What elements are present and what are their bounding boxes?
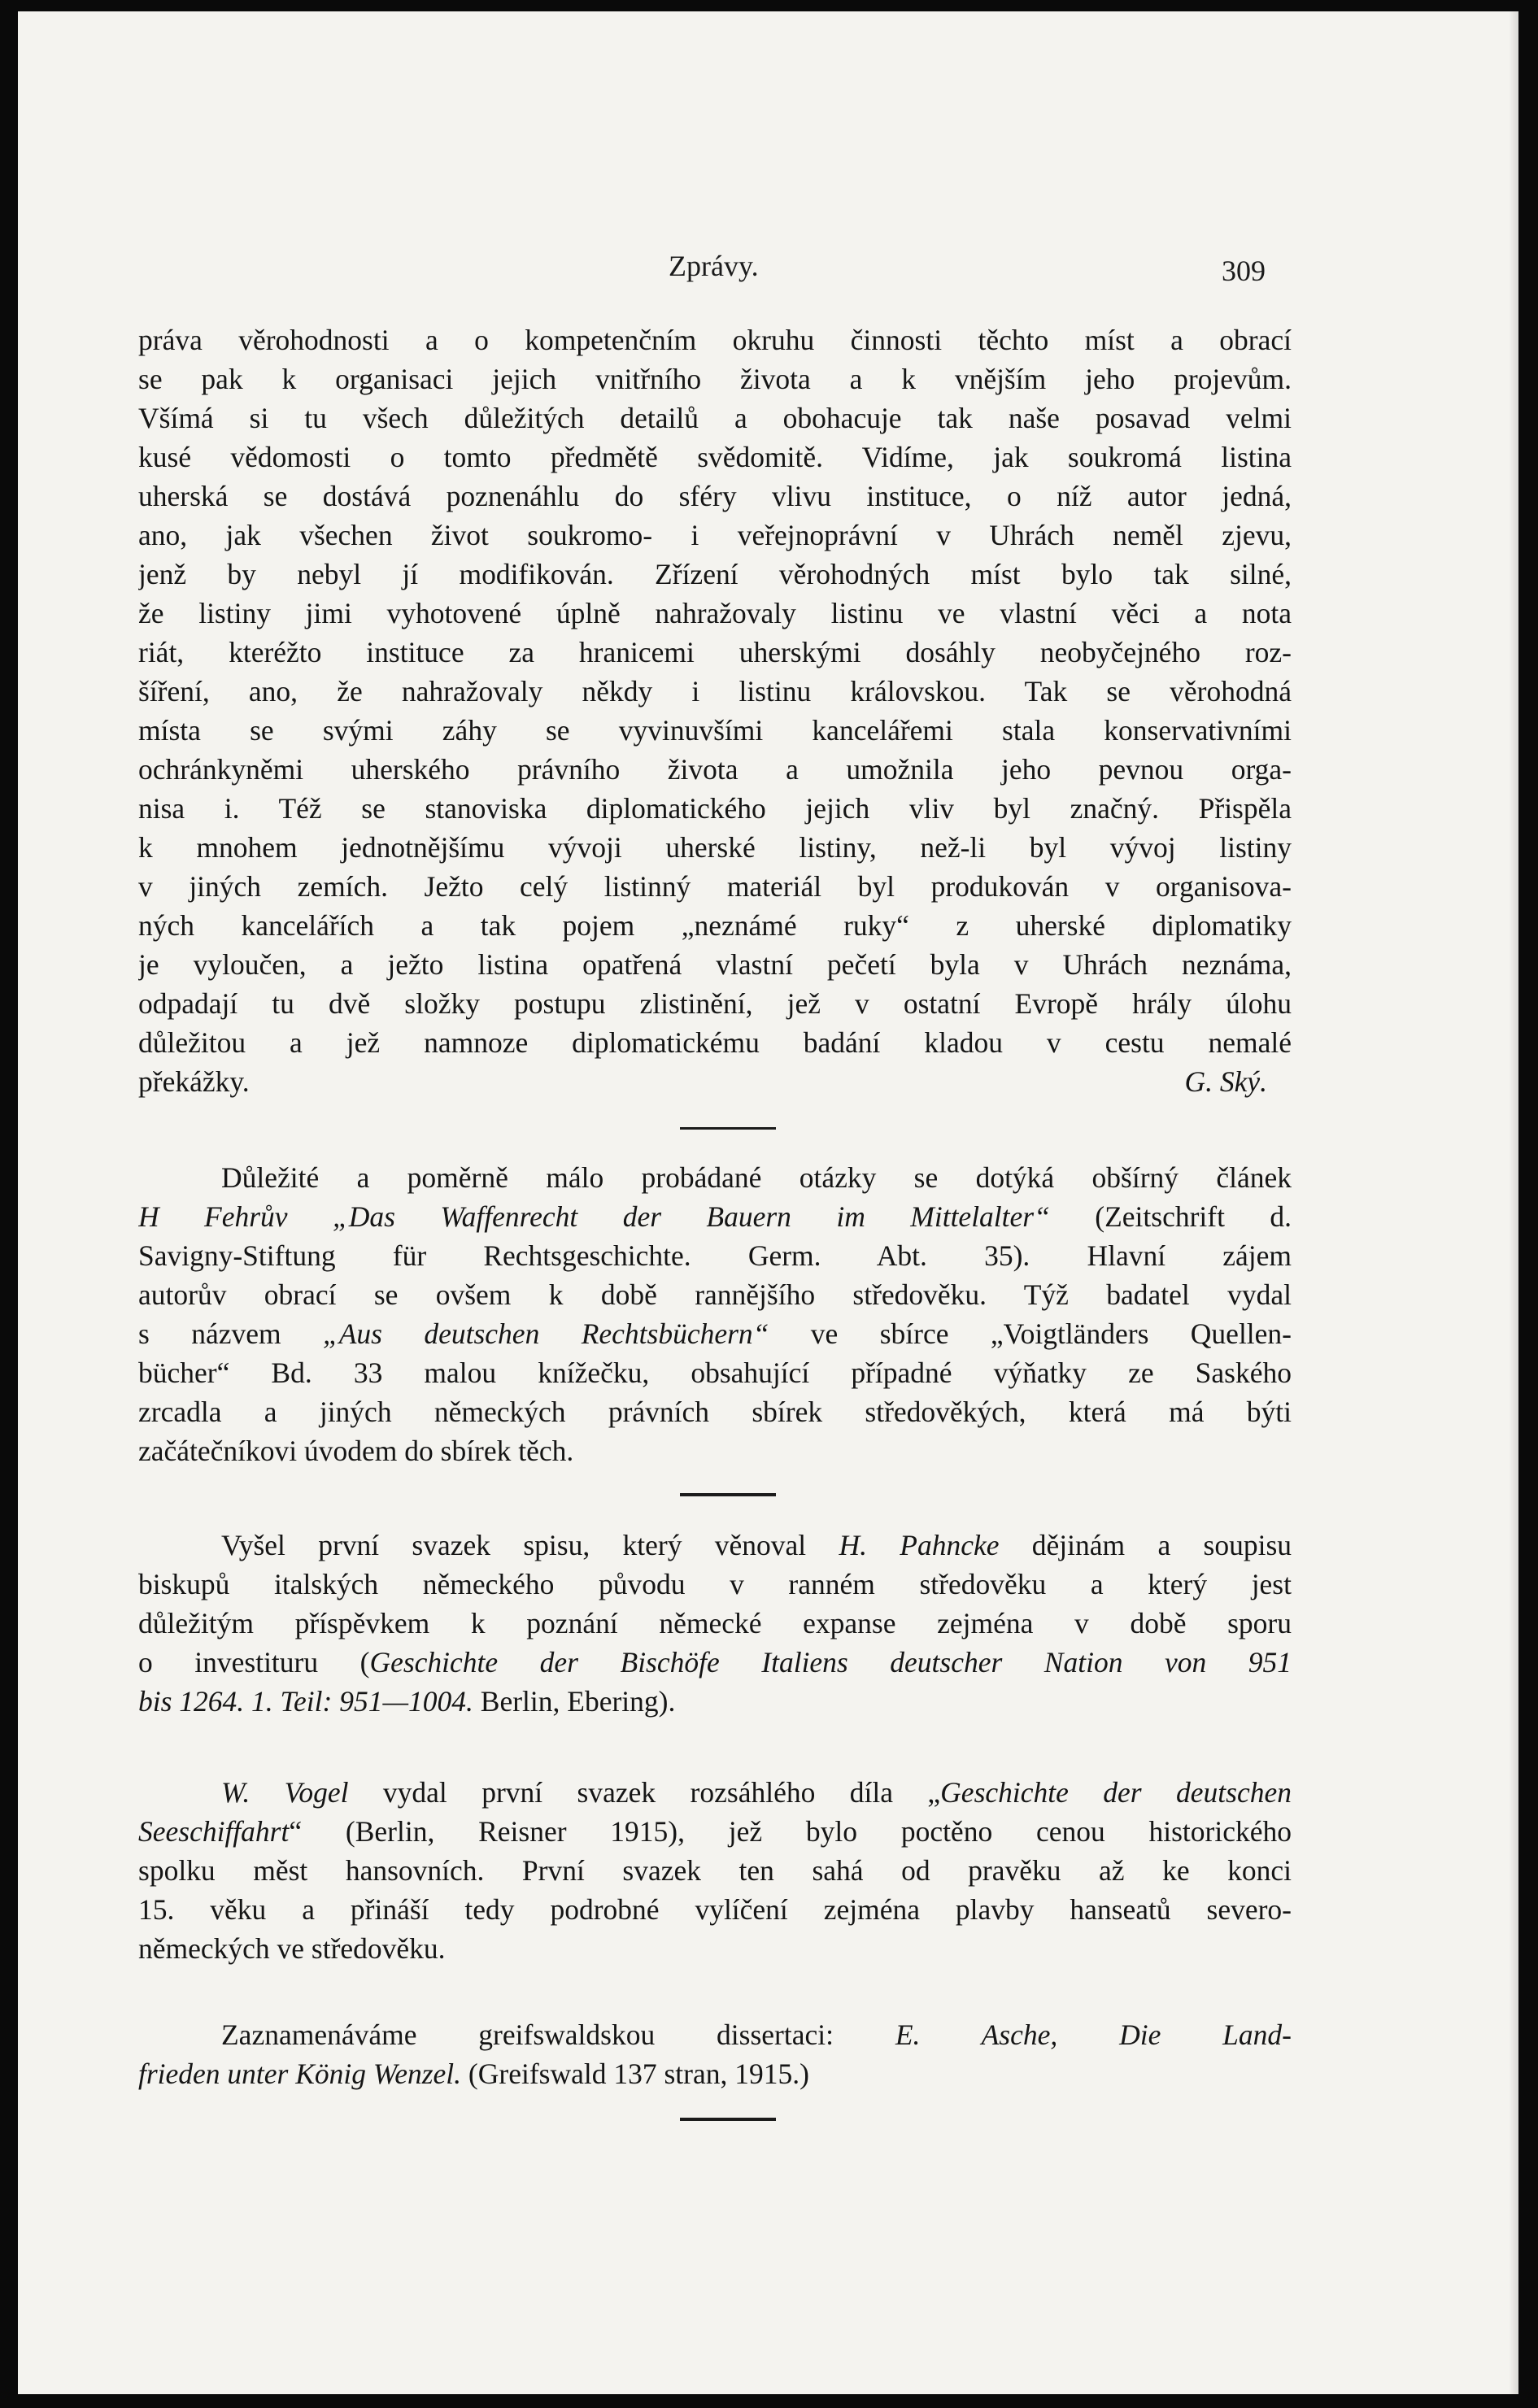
text-line: práva věrohodnosti a o kompetenčním okruhu činnosti těchto míst a obrací (138, 324, 1292, 356)
text-line: Vyšel první svazek spisu, který věnoval H. Pahncke dějinám a soupisu (221, 1529, 1292, 1561)
text-line: Všímá si tu všech důležitých detailů a obohacuje tak naše posavad velmi (138, 402, 1292, 434)
scanned-page (18, 11, 1518, 2394)
text-line: šíření, ano, že nahražovaly někdy i listinu královskou. Tak se věrohodná (138, 675, 1292, 708)
text-line: riát, kteréžto instituce za hranicemi uherskými dosáhly neobyčejného roz- (138, 636, 1292, 668)
text-line: W. Vogel vydal první svazek rozsáhlého díla „Geschichte der deutschen (221, 1776, 1292, 1809)
article-asche (138, 2015, 1292, 2093)
text-line: jenž by nebyl jí modifikován. Zřízení věrohodných míst bylo tak silné, (138, 558, 1292, 590)
article-waffenrecht (138, 1158, 1292, 1470)
article-pahncke (138, 1526, 1292, 1721)
text-line: bücher“ Bd. 33 malou knížečku, obsahující případné výňatky ze Saského (138, 1356, 1292, 1389)
cited-title: Geschichte der Bischöfe Italiens deutscher Nation von 951 (369, 1646, 1292, 1679)
text-line: důležitou a jež namnoze diplomatickému badání kladou v cestu nemalé (138, 1026, 1292, 1059)
text-line: Zaznamenáváme greifswaldskou dissertaci: E. Asche, Die Land- (221, 2018, 1292, 2051)
text-line: německých ve středověku. (138, 1932, 446, 1965)
text-line: zrcadla a jiných německých právních sbírek středověkých, která má býti (138, 1396, 1292, 1428)
text-line: biskupů italských německého původu v ranném středověku a který jest (138, 1568, 1292, 1600)
text-line: s názvem „Aus deutschen Rechtsbüchern“ ve sbírce „Voigtländers Quellen- (138, 1317, 1292, 1350)
text-line: bis 1264. 1. Teil: 951—1004. Berlin, Ebering). (138, 1685, 676, 1718)
text-line: spolku měst hansovních. První svazek ten sahá od pravěku až ke konci (138, 1854, 1292, 1887)
running-head: Zprávy. (669, 250, 759, 282)
section-divider (680, 1127, 776, 1130)
text-line: kusé vědomosti o tomto předmětě svědomitě. Vidíme, jak soukromá listina (138, 441, 1292, 473)
text-line: odpadají tu dvě složky postupu zlistinění, jež v ostatní Evropě hrály úlohu (138, 987, 1292, 1020)
closing-line (138, 1062, 1292, 1101)
text-line: ano, jak všechen život soukromo- i veřejnoprávní v Uhrách neměl zjevu, (138, 519, 1292, 551)
cited-title: Geschichte der deutschen (940, 1776, 1292, 1809)
text-line: nisa i. Též se stanoviska diplomatického jejich vliv byl značný. Přispěla (138, 792, 1292, 825)
cited-title: „Aus deutschen Rechtsbüchern“ (322, 1317, 769, 1350)
text-line: Seeschiffahrt“ (Berlin, Reisner 1915), jež bylo poctěno cenou historického (138, 1815, 1292, 1848)
section-divider (680, 2118, 776, 2121)
text-line: se pak k organisaci jejich vnitřního života a k vnějším jeho projevům. (138, 363, 1292, 395)
text-line: uherská se dostává poznenáhlu do sféry vlivu instituce, o níž autor jedná, (138, 480, 1292, 512)
text-line: Savigny-Stiftung für Rechtsgeschichte. Germ. Abt. 35). Hlavní zájem (138, 1239, 1292, 1272)
author-name: H. Pahncke (839, 1529, 1000, 1561)
cited-title: H Fehrův „Das Waffenrecht der Bauern im Mittelalter“ (138, 1200, 1050, 1233)
cited-title: bis 1264. 1. Teil: 951—1004. (138, 1685, 473, 1718)
text-line: místa se svými záhy se vyvinuvšími kancelářemi stala konservativními (138, 714, 1292, 747)
article-body (138, 320, 1292, 1062)
text-line: důležitým příspěvkem k poznání německé expanse zejména v době sporu (138, 1607, 1292, 1639)
cited-title: Seeschiffahrt (138, 1815, 290, 1848)
text-line: je vyloučen, a ježto listina opatřená vlastní pečetí byla v Uhrách neznáma, (138, 948, 1292, 981)
page-number: 309 (1222, 255, 1266, 287)
section-divider (680, 1493, 776, 1496)
author-name: W. Vogel (221, 1776, 349, 1809)
text-line: frieden unter König Wenzel. (Greifswald 137 stran, 1915.) (138, 2057, 809, 2090)
page-edge-shadow (1509, 11, 1518, 2394)
text-line: ných kancelářích a tak pojem „neznámé ruky“ z uherské diplomatiky (138, 909, 1292, 942)
article-vogel (138, 1773, 1292, 1968)
author-signature: G. Ský. (1184, 1065, 1267, 1098)
text-line: Důležité a poměrně málo probádané otázky se dotýká obšírný článek (221, 1161, 1292, 1194)
text-line: H Fehrův „Das Waffenrecht der Bauern im Mittelalter“ (Zeitschrift d. (138, 1200, 1292, 1233)
text-line: v jiných zemích. Ježto celý listinný materiál byl produkován v organisova- (138, 870, 1292, 903)
closing-word: překážky. (138, 1065, 250, 1098)
article-hungarian-charters (138, 320, 1292, 1101)
cited-title: E. Asche, Die Land- (895, 2018, 1292, 2051)
text-line: ochránkyněmi uherského právního života a umožnila jeho pevnou orga- (138, 753, 1292, 786)
text-line: 15. věku a přináší tedy podrobné vylíčení zejména plavby hanseatů severo- (138, 1893, 1292, 1926)
text-line: autorův obrací se ovšem k době rannějšího středověku. Týž badatel vydal (138, 1278, 1292, 1311)
text-line: k mnohem jednotnějšímu vývoji uherské listiny, než-li byl vývoj listiny (138, 831, 1292, 864)
text-line: o investituru (Geschichte der Bischöfe Italiens deutscher Nation von 951 (138, 1646, 1292, 1679)
cited-title: frieden unter König Wenzel. (138, 2057, 462, 2090)
page-header (18, 249, 1518, 288)
text-line: začátečníkovi úvodem do sbírek těch. (138, 1435, 574, 1467)
text-line: že listiny jimi vyhotovené úplně nahražovaly listinu ve vlastní věci a nota (138, 597, 1292, 629)
